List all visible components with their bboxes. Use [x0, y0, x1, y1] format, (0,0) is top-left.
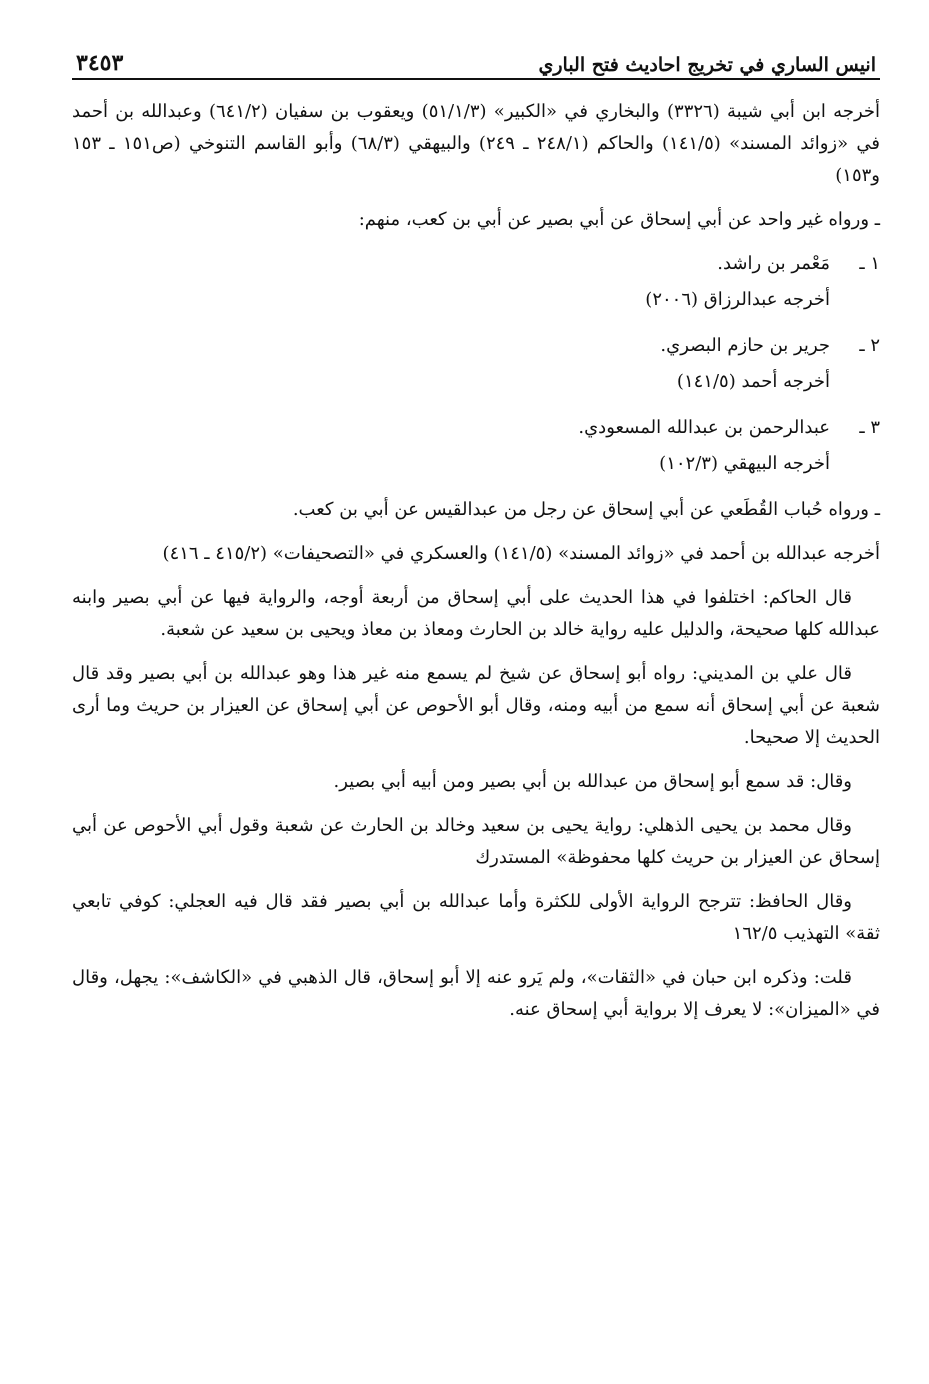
- list-item: [72, 248, 880, 280]
- paragraph-hafiz: وقال الحافظ: تترجح الرواية الأولى للكثرة وأما عبدالله بن أبي بصير فقد قال فيه العجلي: كوفي تابعي ثقة» التهذيب ١٦٢/٥: [72, 891, 880, 944]
- list-item: [72, 412, 880, 444]
- item-name: عبدالرحمن بن عبدالله المسعودي.: [578, 417, 830, 438]
- item-source: أخرجه أحمد (١٤١/٥): [676, 371, 830, 392]
- list-item: [72, 330, 880, 362]
- item-number: ٣ ـ: [859, 417, 880, 438]
- running-title: انيس الساري في تخريج احاديث فتح الباري: [538, 54, 876, 76]
- paragraph-dhuhli: وقال محمد بن يحيى الذهلي: رواية يحيى بن سعيد وخالد بن الحارث عن شعبة وقول أبي الأحوص عن أبي إسحاق عن العيزار بن حريث كلها محفوظة» المستدرك: [72, 815, 880, 868]
- page-body: [72, 96, 880, 1026]
- item-number: ١ ـ: [859, 253, 880, 274]
- paragraph-ibn-madini: قال علي بن المديني: رواه أبو إسحاق عن شيخ لم يسمع منه غير هذا وهو عبدالله بن أبي بصير وقد قال شعبة عن أبي إسحاق أنه سمع من أبيه ومنه، وقال أبو الأحوص عن أبي إسحاق عن العيزار بن حريث وما أرى الحديث إلا صحيحا.: [72, 663, 880, 748]
- item-number: ٢ ـ: [859, 335, 880, 356]
- page-number: ٣٤٥٣: [76, 50, 124, 76]
- item-name: مَعْمر بن راشد.: [717, 253, 830, 274]
- paragraph-hubab: ـ ورواه حُباب القُطَعي عن أبي إسحاق عن رجل من عبدالقيس عن أبي بن كعب.: [292, 499, 880, 520]
- paragraph-qala: وقال: قد سمع أبو إسحاق من عبدالله بن أبي بصير ومن أبيه أبي بصير.: [333, 771, 852, 792]
- item-name: جرير بن حازم البصري.: [660, 335, 830, 356]
- item-source: أخرجه عبدالرزاق (٢٠٠٦): [645, 289, 830, 310]
- paragraph-hubab-source: أخرجه عبدالله بن أحمد في «زوائد المسند» (١٤١/٥) والعسكري في «التصحيفات» (٤١٥/٢ ـ ٤١٦): [162, 543, 880, 564]
- page-header: [72, 38, 880, 80]
- paragraph-narrators-intro: ـ ورواه غير واحد عن أبي إسحاق عن أبي بصير عن أبي بن كعب، منهم:: [358, 209, 880, 230]
- paragraph-takhrij: أخرجه ابن أبي شيبة (٣٣٢٦) والبخاري في «الكبير» (٥١/١/٣) ويعقوب بن سفيان (٦٤١/٢) وعبدالله بن أحمد في «زوائد المسند» (١٤١/٥) والحاكم (٢٤٨/١ ـ ٢٤٩) والبيهقي (٦٨/٣) وأبو القاسم التنوخي (ص١٥١ ـ ١٥٣ و١٥٣): [72, 101, 881, 186]
- page: [72, 38, 880, 1038]
- paragraph-hakim: قال الحاكم: اختلفوا في هذا الحديث على أبي إسحاق من أربعة أوجه، والرواية فيها عن أبي بصير وابنه عبدالله كلها صحيحة، والدليل عليه رواية خالد بن الحارث ومعاذ بن معاذ ويحيى بن سعيد عن شعبة.: [72, 587, 880, 640]
- paragraph-qultu: قلت: وذكره ابن حبان في «الثقات»، ولم يَرو عنه إلا أبو إسحاق، قال الذهبي في «الكاشف»: يجهل، وقال في «الميزان»: لا يعرف إلا برواية أبي إسحاق عنه.: [72, 967, 880, 1020]
- item-source: أخرجه البيهقي (١٠٢/٣): [659, 453, 830, 474]
